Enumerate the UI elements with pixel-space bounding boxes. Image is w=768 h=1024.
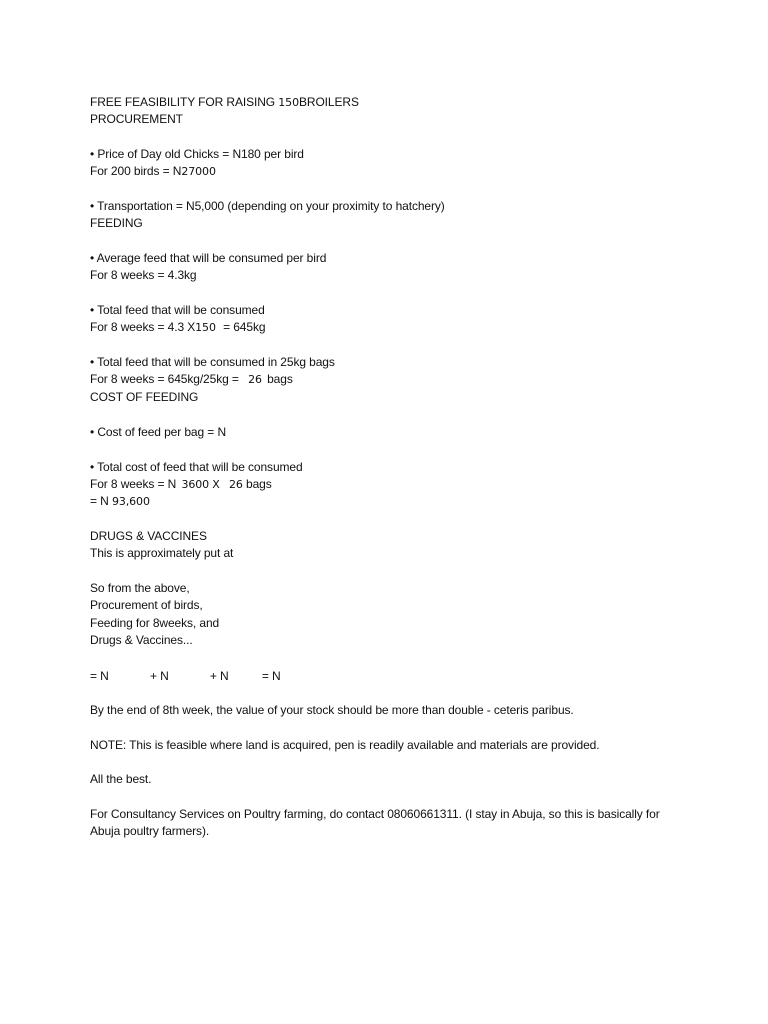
bullet-avg-feed: • Average feed that will be consumed per bird	[90, 251, 327, 265]
bullet-transport: • Transportation = N5,000 (depending on your proximity to hatchery)	[90, 199, 445, 213]
drugs-approx: This is approximately put at	[90, 546, 234, 560]
title-suffix: BROILERS	[298, 95, 359, 109]
bag-count: 26	[228, 478, 243, 491]
bags-feed-weeks-line	[90, 371, 293, 388]
heading-cost-of-feeding: COST OF FEEDING	[90, 390, 199, 404]
closing-line: All the best.	[90, 772, 152, 786]
document-title	[90, 94, 359, 111]
total-cost-result-line	[90, 493, 150, 510]
summary-item-feeding: Feeding for 8weeks, and	[90, 616, 220, 630]
result-prefix: = N	[90, 494, 109, 508]
equation-start: = N	[90, 669, 109, 683]
equation-plus-2: + N	[209, 669, 229, 683]
equation-end: = N	[261, 669, 281, 683]
bullet-chick-price: • Price of Day old Chicks = N180 per bird	[90, 147, 304, 161]
bullet-cost-per-bag: • Cost of feed per bag = N	[90, 425, 227, 439]
summary-intro: So from the above,	[90, 581, 190, 595]
stock-value-note: By the end of 8th week, the value of your stock should be more than double - ceteris paribus.	[90, 703, 574, 717]
heading-feeding: FEEDING	[90, 216, 143, 230]
bullet-total-cost: • Total cost of feed that will be consumed	[90, 460, 303, 474]
equation-plus-1: + N	[149, 669, 169, 683]
total-feed-weeks-line	[90, 319, 265, 336]
result-value: 93,600	[111, 495, 150, 508]
summary-item-drugs: Drugs & Vaccines...	[90, 633, 193, 647]
bullet-total-feed: • Total feed that will be consumed	[90, 303, 265, 317]
birds-total-prefix: For 200 birds = N	[90, 164, 182, 178]
total-feed-birds: 150	[195, 321, 216, 334]
total-feed-weeks-prefix: For 8 weeks = 4.3 X	[90, 320, 196, 334]
heading-drugs-vaccines: DRUGS & VACCINES	[90, 529, 207, 543]
total-cost-weeks-line	[90, 476, 272, 493]
birds-total-line	[90, 163, 216, 180]
price-per-bag: 3600	[181, 478, 210, 491]
summary-equation	[90, 668, 281, 685]
avg-feed-weeks: For 8 weeks = 4.3kg	[90, 268, 197, 282]
summary-item-procurement: Procurement of birds,	[90, 598, 203, 612]
total-cost-weeks-prefix: For 8 weeks = N	[90, 477, 177, 491]
heading-procurement: PROCUREMENT	[90, 112, 183, 126]
total-feed-weeks-suffix: = 645kg	[223, 320, 266, 334]
bags-label: bags	[246, 477, 272, 491]
birds-total-value: 27000	[181, 165, 216, 178]
bags-feed-weeks-prefix: For 8 weeks = 645kg/25kg =	[90, 372, 239, 386]
bags-count: 26	[248, 373, 262, 386]
bags-suffix: bags	[267, 372, 293, 386]
bullet-bags-feed: • Total feed that will be consumed in 25kg bags	[90, 355, 335, 369]
feasibility-note: NOTE: This is feasible where land is acquired, pen is readily available and materials are provided.	[90, 738, 600, 752]
title-count: 150	[278, 96, 299, 109]
contact-paragraph: For Consultancy Services on Poultry farming, do contact 08060661311. (I stay in Abuja, so this is basically for Abuja poultry farmers).	[90, 807, 660, 838]
times-sign: X	[212, 478, 220, 491]
title-prefix: FREE FEASIBILITY FOR RAISING	[90, 95, 276, 109]
